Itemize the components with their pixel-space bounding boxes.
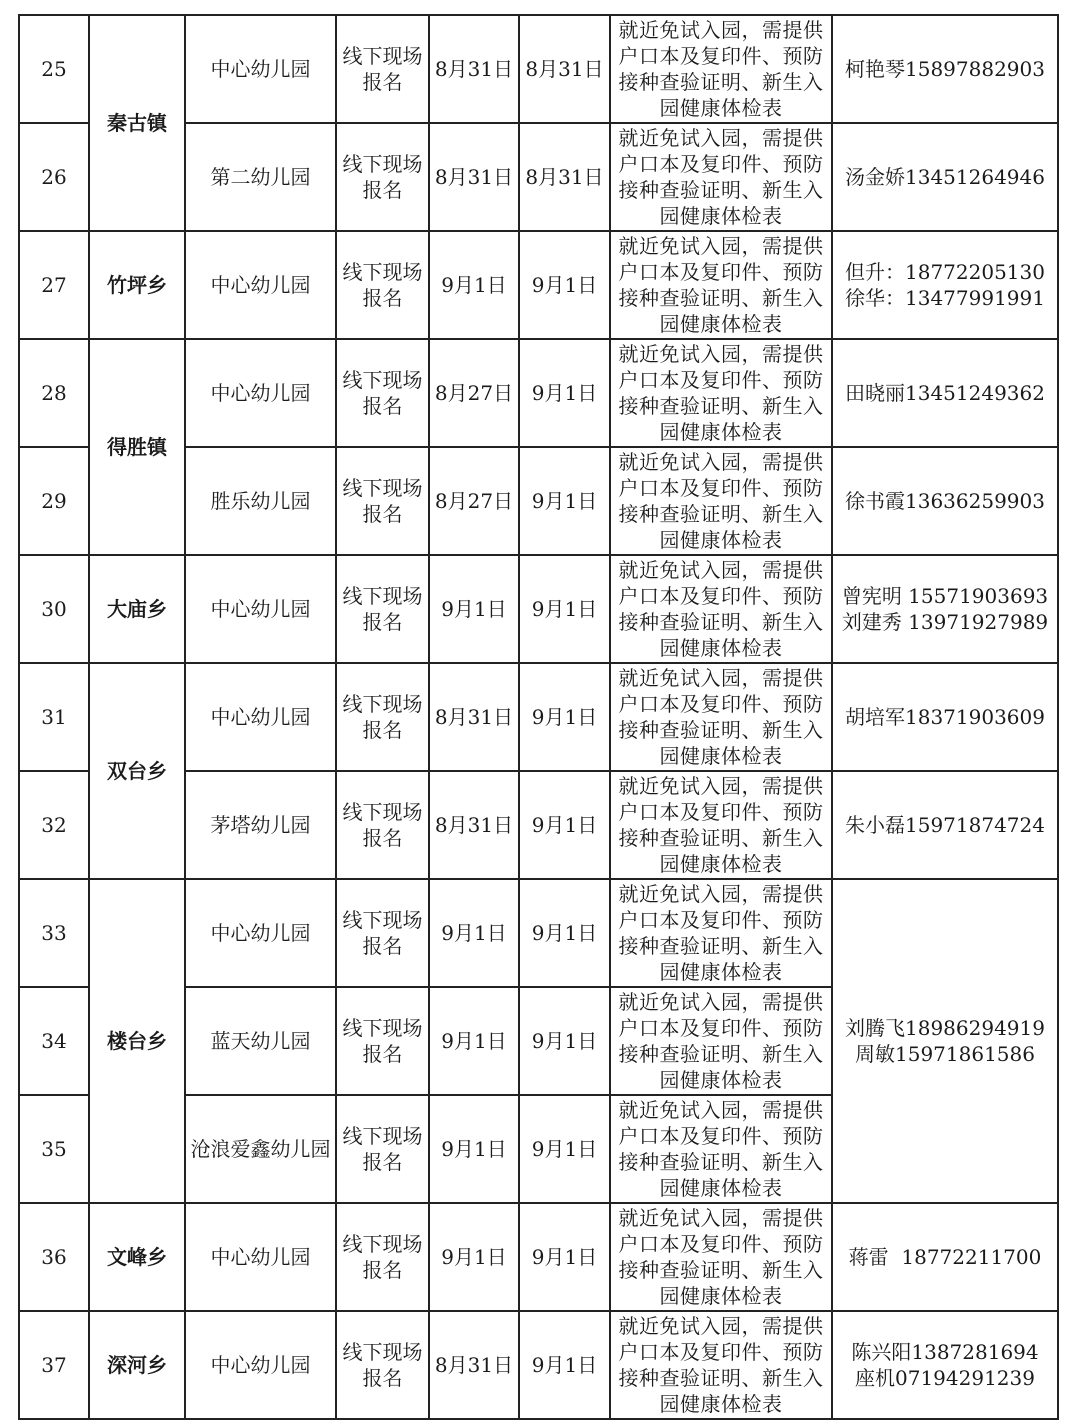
- registration-method: 线下现场报名: [336, 663, 429, 771]
- end-date: 8月31日: [519, 15, 610, 123]
- contact-line: 刘腾飞18986294919: [845, 1016, 1045, 1040]
- kindergarten-name: 中心幼儿园: [185, 1203, 336, 1311]
- town-name: 楼台乡: [89, 879, 185, 1203]
- contact: [832, 879, 1058, 1203]
- contact-line: 周敏15971861586: [855, 1042, 1035, 1066]
- table-row: [19, 15, 1058, 123]
- requirements: 就近免试入园，需提供户口本及复印件、预防接种查验证明、新生入园健康体检表: [610, 231, 832, 339]
- table-row: [19, 879, 1058, 987]
- contact: 徐书霞13636259903: [832, 447, 1058, 555]
- registration-method: 线下现场报名: [336, 879, 429, 987]
- kindergarten-name: 中心幼儿园: [185, 879, 336, 987]
- contact: [832, 555, 1058, 663]
- requirements: 就近免试入园，需提供户口本及复印件、预防接种查验证明、新生入园健康体检表: [610, 555, 832, 663]
- kindergarten-name: 中心幼儿园: [185, 663, 336, 771]
- row-number: 36: [19, 1203, 89, 1311]
- requirements: 就近免试入园，需提供户口本及复印件、预防接种查验证明、新生入园健康体检表: [610, 663, 832, 771]
- start-date: 8月27日: [429, 339, 519, 447]
- row-number: 25: [19, 15, 89, 123]
- registration-method: 线下现场报名: [336, 1203, 429, 1311]
- requirements: 就近免试入园，需提供户口本及复印件、预防接种查验证明、新生入园健康体检表: [610, 15, 832, 123]
- row-number: 33: [19, 879, 89, 987]
- end-date: 9月1日: [519, 1095, 610, 1203]
- contact-line: 但升：18772205130: [845, 260, 1045, 284]
- row-number: 31: [19, 663, 89, 771]
- contact: 朱小磊15971874724: [832, 771, 1058, 879]
- end-date: 9月1日: [519, 771, 610, 879]
- start-date: 8月27日: [429, 447, 519, 555]
- row-number: 37: [19, 1311, 89, 1419]
- contact: 田晓丽13451249362: [832, 339, 1058, 447]
- start-date: 9月1日: [429, 1203, 519, 1311]
- kindergarten-name: 中心幼儿园: [185, 15, 336, 123]
- end-date: 9月1日: [519, 339, 610, 447]
- row-number: 34: [19, 987, 89, 1095]
- start-date: 8月31日: [429, 123, 519, 231]
- table-row: [19, 339, 1058, 447]
- end-date: 9月1日: [519, 987, 610, 1095]
- start-date: 9月1日: [429, 231, 519, 339]
- end-date: 8月31日: [519, 123, 610, 231]
- end-date: 9月1日: [519, 1311, 610, 1419]
- town-name: 大庙乡: [89, 555, 185, 663]
- town-name: 文峰乡: [89, 1203, 185, 1311]
- contact: 柯艳琴15897882903: [832, 15, 1058, 123]
- start-date: 9月1日: [429, 1095, 519, 1203]
- start-date: 8月31日: [429, 15, 519, 123]
- end-date: 9月1日: [519, 447, 610, 555]
- table-row: [19, 1203, 1058, 1311]
- end-date: 9月1日: [519, 879, 610, 987]
- contact: 蒋雷 18772211700: [832, 1203, 1058, 1311]
- town-name: 深河乡: [89, 1311, 185, 1419]
- requirements: 就近免试入园，需提供户口本及复印件、预防接种查验证明、新生入园健康体检表: [610, 1311, 832, 1419]
- registration-method: 线下现场报名: [336, 1095, 429, 1203]
- requirements: 就近免试入园，需提供户口本及复印件、预防接种查验证明、新生入园健康体检表: [610, 339, 832, 447]
- requirements: 就近免试入园，需提供户口本及复印件、预防接种查验证明、新生入园健康体检表: [610, 879, 832, 987]
- registration-method: 线下现场报名: [336, 231, 429, 339]
- requirements: 就近免试入园，需提供户口本及复印件、预防接种查验证明、新生入园健康体检表: [610, 1203, 832, 1311]
- end-date: 9月1日: [519, 555, 610, 663]
- registration-method: 线下现场报名: [336, 555, 429, 663]
- start-date: 9月1日: [429, 879, 519, 987]
- requirements: 就近免试入园，需提供户口本及复印件、预防接种查验证明、新生入园健康体检表: [610, 987, 832, 1095]
- kindergarten-name: 中心幼儿园: [185, 555, 336, 663]
- kindergarten-name: 第二幼儿园: [185, 123, 336, 231]
- contact-line: 座机07194291239: [855, 1366, 1035, 1390]
- contact-line: 曾宪明 15571903693: [841, 584, 1049, 608]
- start-date: 8月31日: [429, 771, 519, 879]
- start-date: 9月1日: [429, 555, 519, 663]
- registration-method: 线下现场报名: [336, 15, 429, 123]
- contact-line: 刘建秀 13971927989: [841, 610, 1049, 634]
- start-date: 8月31日: [429, 663, 519, 771]
- end-date: 9月1日: [519, 1203, 610, 1311]
- enrollment-table: [18, 14, 1059, 1420]
- kindergarten-name: 胜乐幼儿园: [185, 447, 336, 555]
- row-number: 26: [19, 123, 89, 231]
- registration-method: 线下现场报名: [336, 339, 429, 447]
- kindergarten-name: 茅塔幼儿园: [185, 771, 336, 879]
- requirements: 就近免试入园，需提供户口本及复印件、预防接种查验证明、新生入园健康体检表: [610, 771, 832, 879]
- requirements: 就近免试入园，需提供户口本及复印件、预防接种查验证明、新生入园健康体检表: [610, 123, 832, 231]
- contact: [832, 231, 1058, 339]
- contact: [832, 1311, 1058, 1419]
- registration-method: 线下现场报名: [336, 1311, 429, 1419]
- kindergarten-name: 中心幼儿园: [185, 231, 336, 339]
- registration-method: 线下现场报名: [336, 447, 429, 555]
- row-number: 35: [19, 1095, 89, 1203]
- contact: 汤金娇13451264946: [832, 123, 1058, 231]
- end-date: 9月1日: [519, 231, 610, 339]
- table-row: [19, 231, 1058, 339]
- start-date: 9月1日: [429, 987, 519, 1095]
- town-name: 竹坪乡: [89, 231, 185, 339]
- contact: 胡培军18371903609: [832, 663, 1058, 771]
- registration-method: 线下现场报名: [336, 987, 429, 1095]
- contact-line: 徐华：13477991991: [845, 286, 1045, 310]
- row-number: 28: [19, 339, 89, 447]
- town-name: 得胜镇: [89, 339, 185, 555]
- kindergarten-name: 中心幼儿园: [185, 1311, 336, 1419]
- row-number: 30: [19, 555, 89, 663]
- table-row: [19, 555, 1058, 663]
- registration-method: 线下现场报名: [336, 123, 429, 231]
- end-date: 9月1日: [519, 663, 610, 771]
- table-row: [19, 1311, 1058, 1419]
- table-row: [19, 663, 1058, 771]
- kindergarten-name: 中心幼儿园: [185, 339, 336, 447]
- requirements: 就近免试入园，需提供户口本及复印件、预防接种查验证明、新生入园健康体检表: [610, 1095, 832, 1203]
- kindergarten-name: 蓝天幼儿园: [185, 987, 336, 1095]
- registration-method: 线下现场报名: [336, 771, 429, 879]
- row-number: 27: [19, 231, 89, 339]
- start-date: 8月31日: [429, 1311, 519, 1419]
- town-name: 双台乡: [89, 663, 185, 879]
- row-number: 32: [19, 771, 89, 879]
- contact-line: 陈兴阳1387281694: [851, 1340, 1039, 1364]
- town-name: 秦古镇: [89, 15, 185, 231]
- row-number: 29: [19, 447, 89, 555]
- kindergarten-name: 沧浪爱鑫幼儿园: [185, 1095, 336, 1203]
- requirements: 就近免试入园，需提供户口本及复印件、预防接种查验证明、新生入园健康体检表: [610, 447, 832, 555]
